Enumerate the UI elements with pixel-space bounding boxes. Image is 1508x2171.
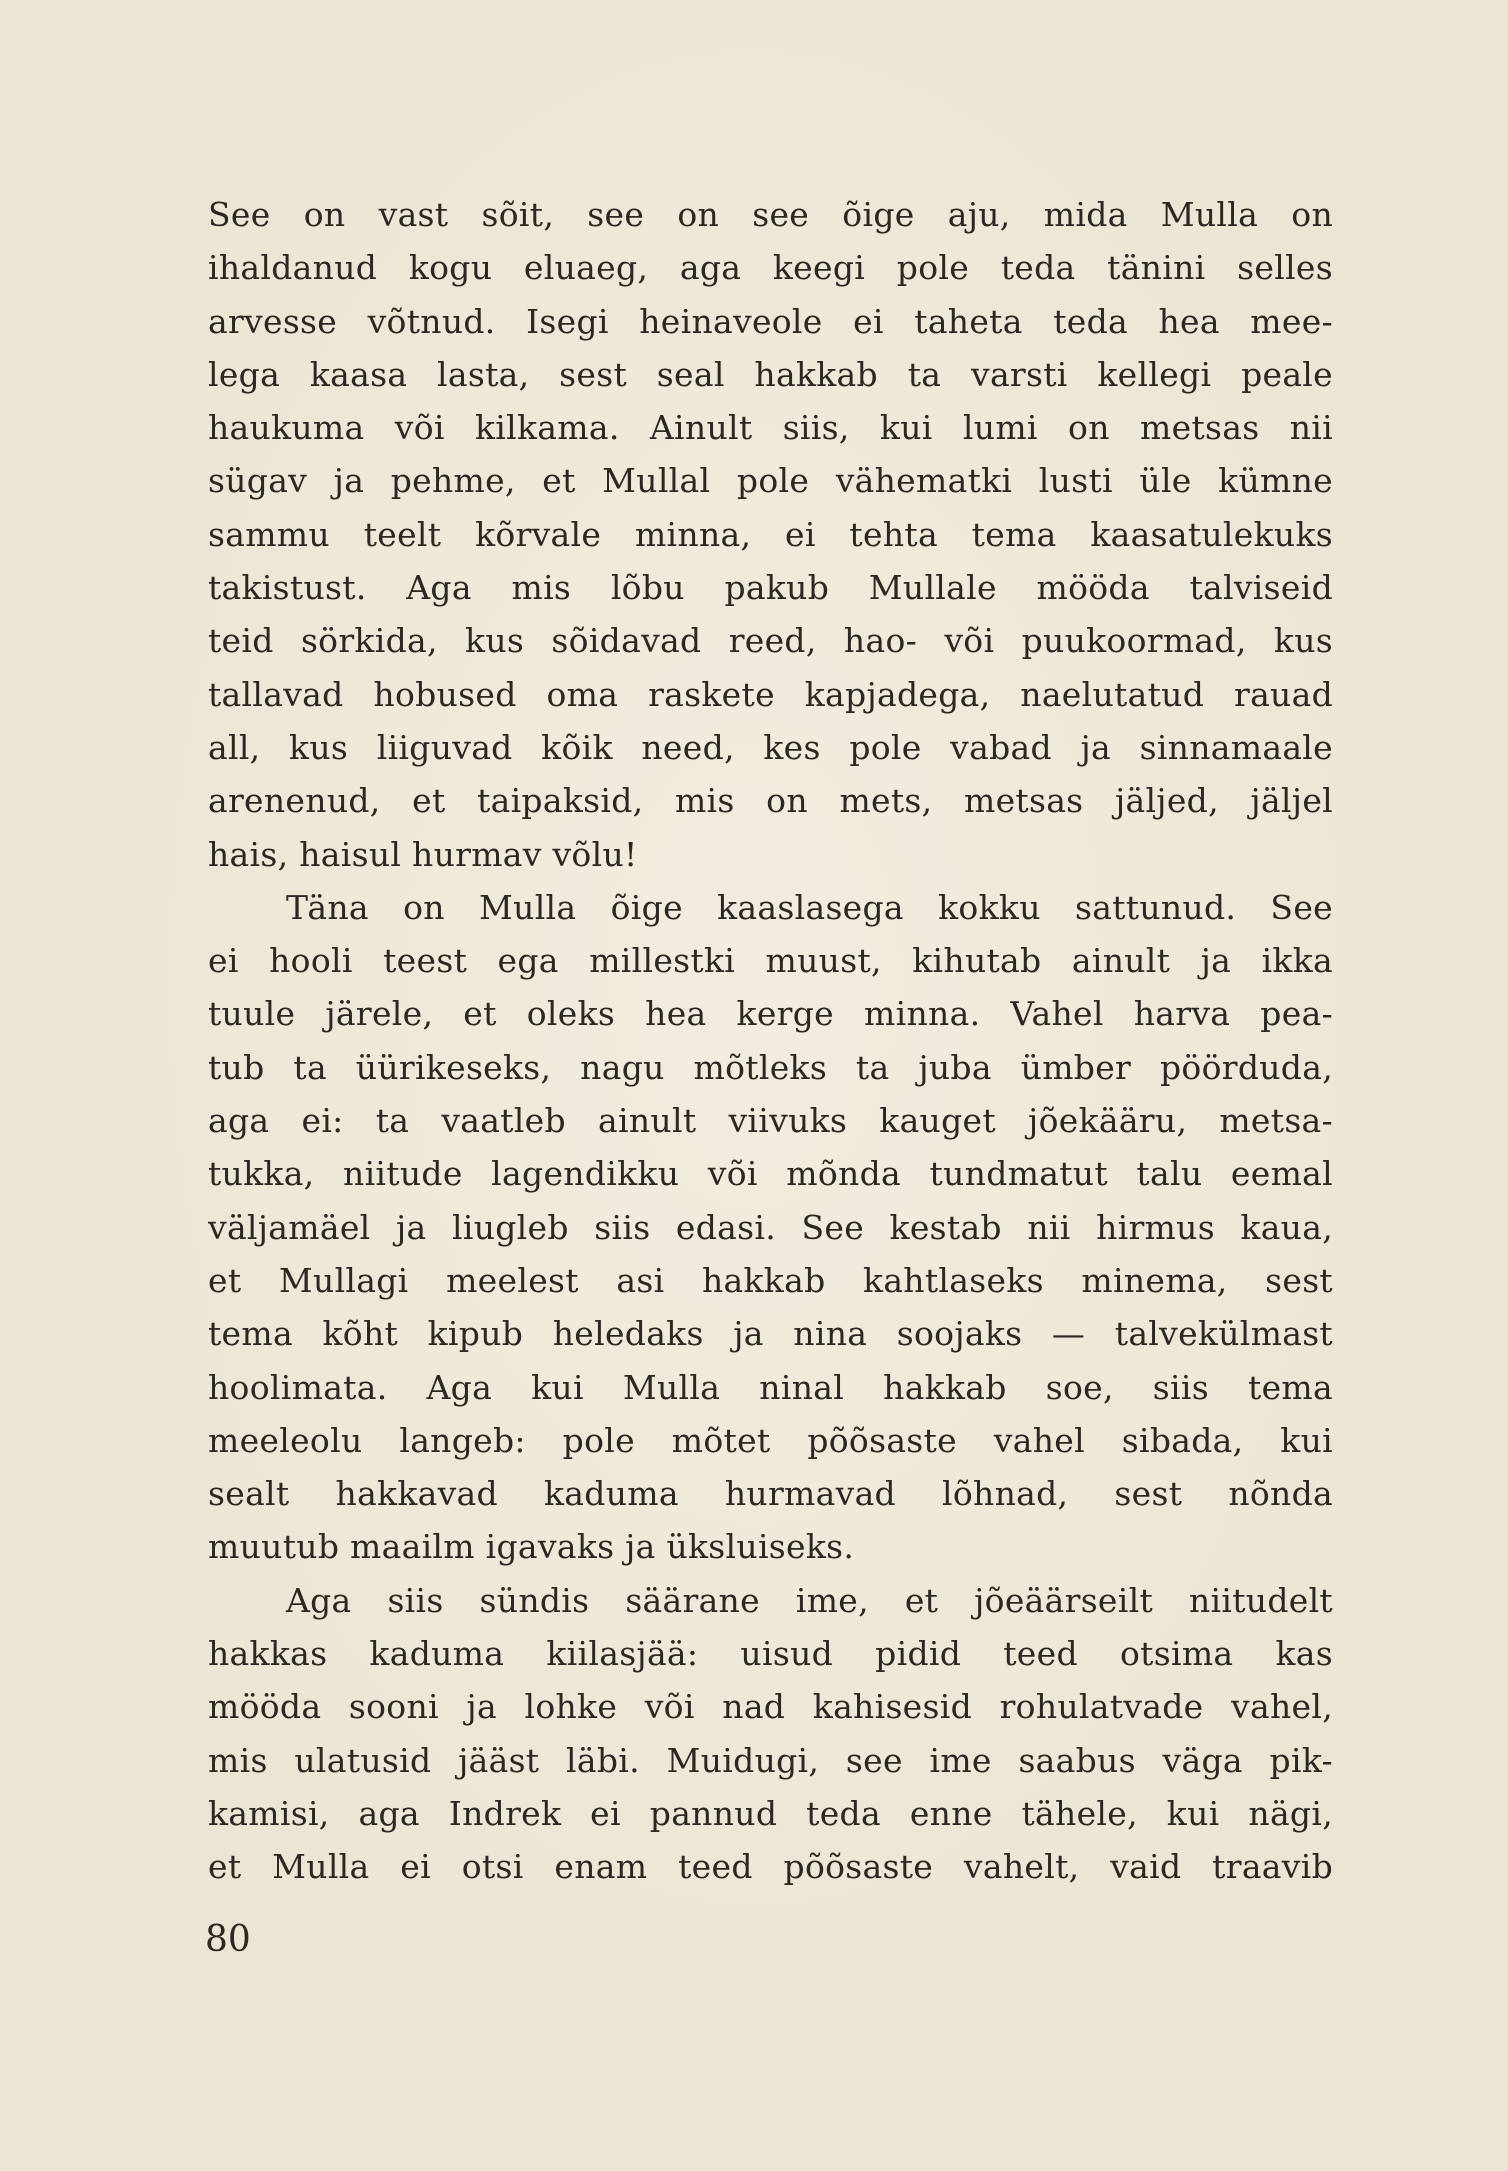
text-line: hakkas kaduma kiilasjää: uisud pidid teed otsima kas [208, 1634, 1333, 1674]
text-line: arenenud, et taipaksid, mis on mets, metsas jäljed, jäljel [208, 781, 1333, 821]
text-line: hoolimata. Aga kui Mulla ninal hakkab soe, siis tema [208, 1367, 1333, 1407]
text-line: takistust. Aga mis lõbu pakub Mullale mööda talviseid [208, 568, 1333, 608]
text-line: et Mulla ei otsi enam teed põõsaste vahelt, vaid traavib [208, 1847, 1333, 1887]
text-line: tub ta üürikeseks, nagu mõtleks ta juba ümber pöörduda, [208, 1047, 1333, 1087]
text-line: sealt hakkavad kaduma hurmavad lõhnad, sest nõnda [208, 1474, 1333, 1514]
text-line: teid sörkida, kus sõidavad reed, hao- või puukoormad, kus [208, 621, 1333, 661]
text-line: et Mullagi meelest asi hakkab kahtlaseks minema, sest [208, 1260, 1333, 1300]
text-line: tallavad hobused oma raskete kapjadega, naelutatud rauad [208, 674, 1333, 714]
text-line: sammu teelt kõrvale minna, ei tehta tema kaasatulekuks [208, 514, 1333, 554]
page-number: 80 [205, 1919, 251, 1960]
text-line: mis ulatusid jääst läbi. Muidugi, see ime saabus väga pik- [208, 1740, 1333, 1780]
text-line: hais, haisul hurmav võlu! [208, 834, 638, 874]
text-line: all, kus liiguvad kõik need, kes pole vabad ja sinnamaale [208, 727, 1333, 767]
body-text [208, 188, 1333, 1894]
text-line: sügav ja pehme, et Mullal pole vähematki lusti üle kümne [208, 461, 1333, 501]
text-line: väljamäel ja liugleb siis edasi. See kestab nii hirmus kaua, [208, 1207, 1333, 1247]
text-line: muutub maailm igavaks ja üksluiseks. [208, 1527, 855, 1567]
text-line: lega kaasa lasta, sest seal hakkab ta varsti kellegi peale [208, 354, 1333, 394]
text-line: arvesse võtnud. Isegi heinaveole ei taheta teda hea mee- [208, 301, 1333, 341]
text-line: aga ei: ta vaatleb ainult viivuks kauget jõekääru, metsa- [208, 1101, 1333, 1141]
text-line: meeleolu langeb: pole mõtet põõsaste vahel sibada, kui [208, 1420, 1333, 1460]
text-line: mööda sooni ja lohke või nad kahisesid rohulatvade vahel, [208, 1687, 1333, 1727]
text-line: tema kõht kipub heledaks ja nina soojaks — talvekülmast [208, 1314, 1333, 1354]
text-line: kamisi, aga Indrek ei pannud teda enne tähele, kui nägi, [208, 1793, 1333, 1833]
text-line: ihaldanud kogu eluaeg, aga keegi pole teda tänini selles [208, 248, 1333, 288]
text-line: Aga siis sündis säärane ime, et jõeäärseilt niitudelt [286, 1580, 1333, 1620]
text-line: Täna on Mulla õige kaaslasega kokku sattunud. See [286, 887, 1333, 927]
text-line: tuule järele, et oleks hea kerge minna. Vahel harva pea- [208, 994, 1333, 1034]
text-line: ei hooli teest ega millestki muust, kihutab ainult ja ikka [208, 941, 1333, 981]
text-line: haukuma või kilkama. Ainult siis, kui lumi on metsas nii [208, 408, 1333, 448]
text-line: See on vast sõit, see on see õige aju, mida Mulla on [208, 195, 1333, 234]
text-line: tukka, niitude lagendikku või mõnda tundmatut talu eemal [208, 1154, 1333, 1194]
